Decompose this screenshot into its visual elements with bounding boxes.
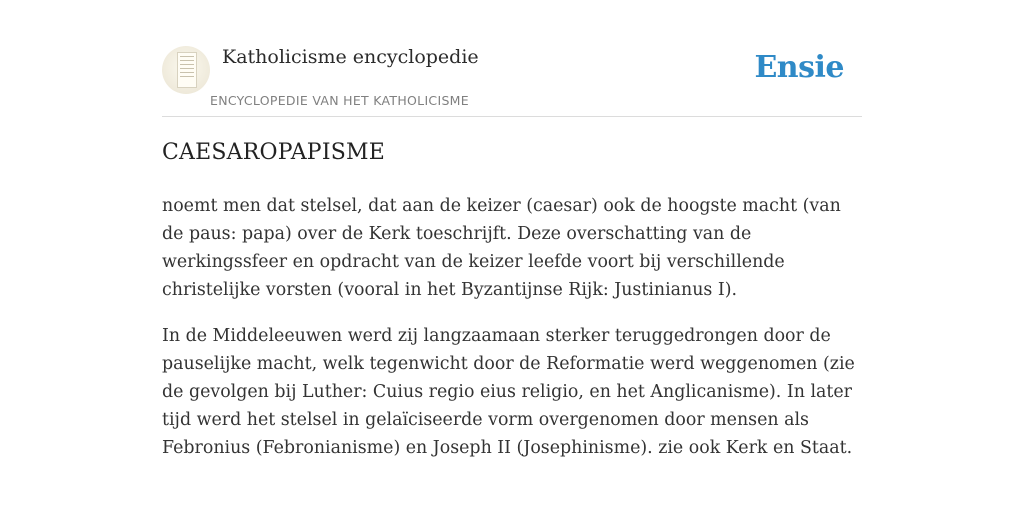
book-title[interactable]: Katholicisme encyclopedie	[222, 46, 479, 68]
book-page-icon	[177, 52, 197, 88]
entry-body	[162, 192, 862, 480]
book-subtitle: ENCYCLOPEDIE VAN HET KATHOLICISME	[210, 93, 469, 108]
book-cover-avatar[interactable]	[162, 46, 210, 94]
header	[162, 0, 862, 117]
paragraph-1: noemt men dat stelsel, dat aan de keizer (caesar) ook de hoogste macht (van de paus: papa) over de Kerk toeschrijft. Deze overschatting van de werkingssfeer en opdracht van de keizer leefde voort bij verschillende christelijke vorsten (vooral in het Byzantijnse Rijk: Justinianus I).	[162, 196, 841, 300]
paragraph-2: In de Middeleeuwen werd zij langzaamaan sterker teruggedrongen door de pauselijke macht, welk tegenwicht door de Reformatie werd weggenomen (zie de gevolgen bij Luther: Cuius regio eius religio, en het Anglicanisme). In later tijd werd het stelsel in gelaïciseerde vorm overgenomen door mensen als Febronius (Febronianisme) en Joseph II (Josephinisme). zie ook Kerk en Staat.	[162, 326, 855, 458]
entry-title: CAESAROPAPISME	[162, 140, 385, 165]
page-container	[162, 0, 862, 458]
ensie-logo[interactable]: Ensie	[754, 50, 844, 85]
